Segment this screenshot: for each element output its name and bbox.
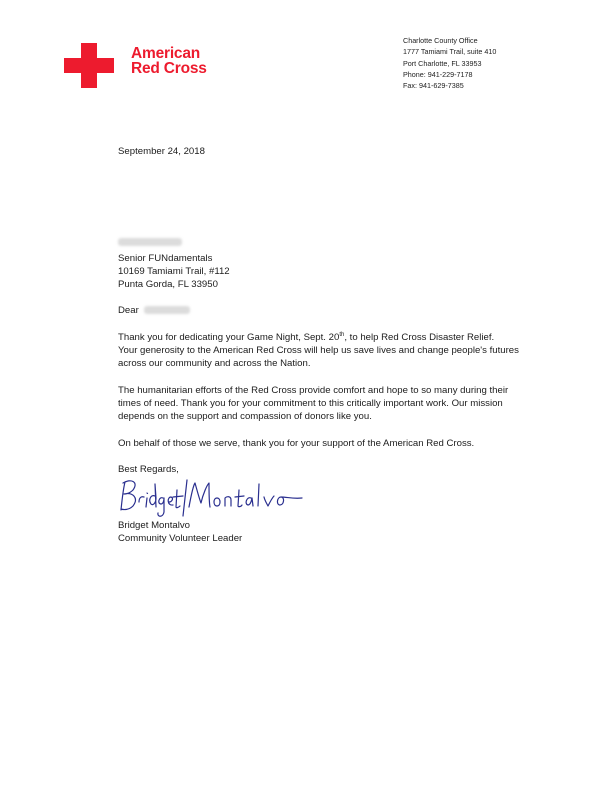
- paragraph-2-line1: The humanitarian efforts of the Red Cross provide comfort and hope to so many during their: [118, 385, 509, 396]
- redaction-blur: [118, 238, 182, 246]
- office-title: Charlotte County Office: [403, 36, 478, 45]
- paragraph-2-line2: times of need. Thank you for your commitment to this critically important work. Our mission: [118, 398, 503, 410]
- salutation: [118, 304, 190, 317]
- paragraph-2: [118, 384, 508, 424]
- salutation-word: Dear: [118, 305, 139, 316]
- brand-wordmark: [131, 46, 207, 76]
- brand-name-line1: American: [131, 45, 201, 62]
- letter-date: September 24, 2018: [118, 146, 205, 157]
- office-address-line2: Port Charlotte, FL 33953: [403, 58, 482, 68]
- signer-name: Bridget Montalvo: [118, 520, 190, 531]
- closing: Best Regards,: [118, 464, 179, 475]
- redaction-blur: [144, 306, 190, 314]
- office-fax: Fax: 941-629-7385: [403, 81, 464, 91]
- office-address-block: [403, 35, 496, 91]
- paragraph-1-line3: across our community and across the Nation.: [118, 358, 311, 370]
- paragraph-1-line1: Thank you for dedicating your Game Night, Sept. 20th, to help Red Cross Disaster Relief.: [118, 331, 495, 343]
- paragraph-2-line3: depends on the support and compassion of donors like you.: [118, 411, 372, 423]
- recipient-org: Senior FUNdamentals: [118, 253, 213, 264]
- office-address-line1: 1777 Tamiami Trail, suite 410: [403, 47, 497, 57]
- recipient-name-redacted: [118, 236, 182, 249]
- paragraph-3: On behalf of those we serve, thank you for your support of the American Red Cross.: [118, 438, 475, 449]
- red-cross-icon: [64, 43, 114, 88]
- handwritten-signature: [117, 476, 327, 520]
- recipient-street: 10169 Tamiami Trail, #112: [118, 266, 230, 277]
- paragraph-1: [118, 331, 519, 371]
- signer-title: Community Volunteer Leader: [118, 533, 243, 544]
- office-phone: Phone: 941-229-7178: [403, 69, 473, 79]
- recipient-city: Punta Gorda, FL 33950: [118, 279, 218, 290]
- brand-name-line2: Red Cross: [131, 60, 207, 77]
- paragraph-1-line2: Your generosity to the American Red Cross will help us save lives and change people's futures: [118, 345, 519, 357]
